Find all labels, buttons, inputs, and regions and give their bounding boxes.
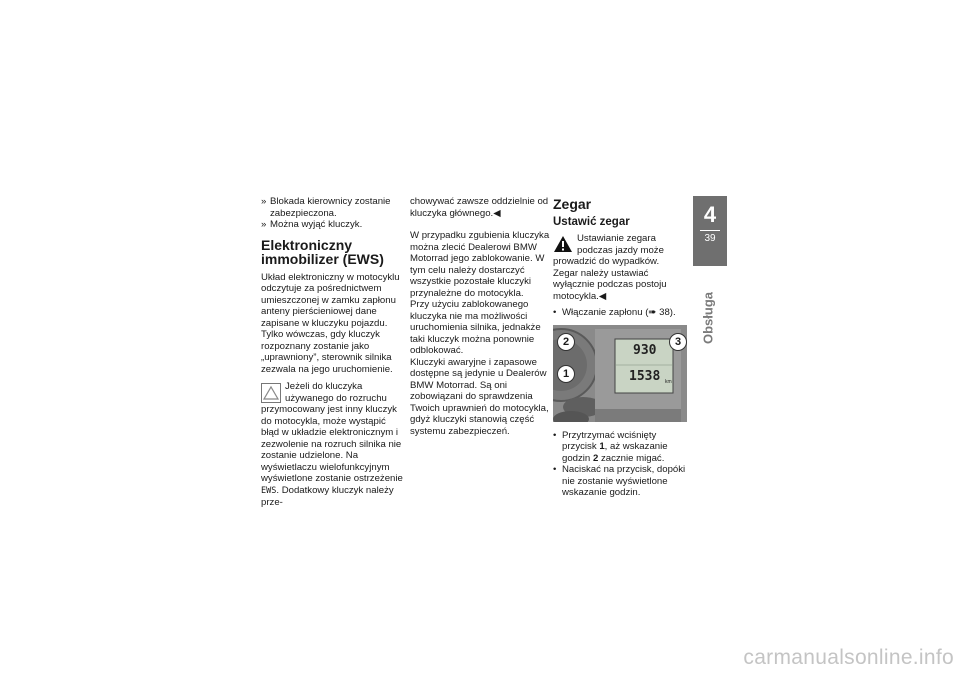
chapter-number: 4 [703,202,717,227]
section-side-label: Obsługa [700,291,716,345]
callout-3: 3 [669,333,687,351]
note-icon [261,383,281,403]
list-item: • Naciskać na przycisk, dopóki nie zostanie wyświetlone wskazanie godzin. [553,464,686,498]
column-3 [553,196,687,499]
callout-1: 1 [557,365,575,383]
paragraph: Przy użyciu zablokowanego kluczyka nie ma możliwości uruchomienia silnika, jednakże taki kluczyk można ponownie odblokować. [410,299,541,356]
paragraph: chowywać zawsze oddzielnie od kluczyka głównego.◀ [410,196,549,219]
watermark: carmanualsonline.info [743,646,954,669]
section-heading-ews: Elektroniczny immobilizer (EWS) [261,236,384,267]
warning-code: EWS [261,485,277,496]
column-1 [261,196,403,509]
bullet-marker: » [261,219,267,230]
list-item: » Można wyjąć kluczyk. [261,219,363,230]
tab-divider [700,230,720,231]
clock-display: 930 [633,342,657,358]
paragraph: Zegar należy ustawiać wyłącznie podczas postoju motocykla.◀ [553,267,667,302]
note-paragraph: Jeżeli do kluczyka używanego do rozruchu przymocowany jest inny kluczyk do motocykla, może wystąpić błąd w układzie elektronicznym i zezwolenie na rozruch silnika nie zostanie udzielone. Na wyświetlaczu wielofunkcyjnym wyświetlone zostanie ostrzeżenie EWS. Dodatkowy kluczyk należy prze- [261,381,403,508]
odometer-display: 1538 [629,368,661,384]
section-heading-zegar: Zegar [553,196,592,212]
warning-paragraph: Ustawianie zegara podczas jazdy może prowadzić do wypadków. [553,233,664,267]
paragraph: Kluczyki awaryjne i zapasowe dostępne są jedynie u Dealerów BMW Motorrad. Są oni zobowiązani do sprawdzenia Twoich uprawnień do motocykla, gdyż kluczyki stanowią część systemu zabezpieczeń. [410,356,549,437]
end-mark-icon: ◀ [598,290,607,302]
instrument-cluster-figure [553,325,687,422]
list-item: » Blokada kierownicy zostanie zabezpieczona. [261,196,391,219]
callout-2: 2 [557,333,575,351]
paragraph: W przypadku zgubienia kluczyka można zlecić Dealerowi BMW Motorrad jego zablokowanie. W tym celu należy dostarczyć wszystkie pozostałe kluczyki przynależne do motocykla. [410,230,550,299]
column-2 [410,196,550,437]
chapter-tab [693,196,727,266]
bullet-marker: » [261,196,267,207]
end-mark-icon: ◀ [493,207,501,219]
list-item: • Włączanie zapłonu (➠ 38). [553,307,676,318]
odometer-unit: km [665,378,672,385]
page-number: 39 [704,233,716,244]
list-item: • Przytrzymać wciśnięty przycisk 1, aż wskazanie godzin 2 zacznie migać. [553,429,668,464]
arrow-icon: ➠ [648,307,657,318]
subheading: Ustawić zegar [553,216,630,228]
warning-icon [553,235,573,253]
paragraph: Układ elektroniczny w motocyklu odczytuje za pośrednictwem umieszczonej w zamku zapłonu anteny pierścieniowej dane zapisane w kluczyku pojazdu. Tylko wówczas, gdy kluczyk rozpoznany zostanie jako „uprawniony”, sterownik silnika zezwala na jego uruchomienie. [261,271,400,375]
